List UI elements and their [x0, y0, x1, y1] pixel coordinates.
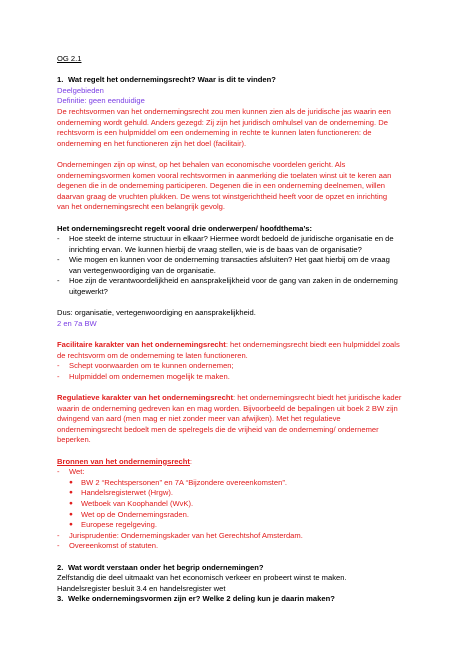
- paragraph-line: rechtsvorm is een hulpmiddel om een onderneming in rechte te kunnen laten functioneren: de: [57, 128, 372, 138]
- question-2-answer: Handelsregister besluit 3.4 en handelsregister wet: [57, 583, 226, 593]
- facilitair-bullet: [57, 361, 417, 372]
- deelgebieden-label: Deelgebieden: [57, 85, 104, 95]
- bullet-marker: -: [57, 361, 60, 371]
- paragraph-line: onderneming wordt gehuld. Anders gezegd: Zij zijn het juridisch omhulsel van de onderneming. De: [57, 117, 388, 127]
- bronnen-item-text: Jurisprudentie: Ondernemingskader van het Gerechtshof Amsterdam.: [69, 530, 303, 540]
- theme-line: uitgewerkt?: [69, 287, 108, 297]
- facilitair-bullet-text: Schept voorwaarden om te kunnen ondernemen;: [69, 361, 234, 371]
- paragraph-line: degenen die in de onderneming participeren. Degenen die in een onderneming deelnemen, willen: [57, 181, 386, 191]
- sub-bullet-marker: ●: [69, 510, 73, 518]
- regulatief-text: ondernemingsrecht bedoelt men de spelregels die de vrijheid van de onderneming/ ondernemer: [57, 424, 379, 434]
- question-1-number: 1.: [57, 75, 64, 85]
- theme-line: van vertegenwoordiging van de organisatie.: [69, 265, 216, 275]
- paragraph-winst: [57, 160, 417, 213]
- wet-item-text: Handelsregisterwet (Hrgw).: [81, 488, 173, 498]
- regulatief-label: Regulatieve karakter van het ondernemingsrecht: [57, 393, 233, 402]
- theme-item: [57, 255, 417, 276]
- paragraph-line: De rechtsvormen van het ondernemingsrecht zou men kunnen zien als de juridische jas waarin een: [57, 106, 391, 116]
- bullet-marker: -: [57, 541, 60, 551]
- wet-item-text: Wet op de Ondernemingsraden.: [81, 509, 189, 519]
- wet-item: [69, 478, 417, 489]
- bronnen-colon: :: [189, 456, 193, 466]
- bronnen-wet: [57, 467, 417, 478]
- regulatief-text: : het ondernemingsrecht biedt het juridische kader: [232, 393, 402, 402]
- theme-line: Hoe steekt de interne structuur in elkaar? Hiermee wordt bedoeld de juridische organisatie en de: [69, 234, 394, 244]
- bronnen-section: [57, 457, 417, 552]
- paragraph-line: ondernemingsvormen komen vooral rechtsvormen in aanmerking die toelaten winst uit te keren aan: [57, 170, 392, 180]
- question-2: [57, 563, 417, 574]
- bronnen-label: Bronnen van het ondernemingsrecht: [57, 456, 190, 466]
- question-2-number: 2.: [57, 562, 64, 572]
- bullet-marker: -: [57, 255, 60, 265]
- facilitair-section: [57, 340, 417, 382]
- heading-og: OG 2.1: [57, 54, 82, 63]
- regulatief-section: [57, 393, 417, 446]
- paragraph-line: onderneming en het functioneren zijn het doel (facilitair).: [57, 138, 247, 148]
- paragraph-rechtsvormen: [57, 107, 417, 149]
- question-2-answer: Zelfstandig die deel uitmaakt van het economisch verkeer en probeert winst te maken.: [57, 573, 347, 583]
- wet-item: [69, 499, 417, 510]
- bronnen-item: [57, 541, 417, 552]
- bronnen-wet-label: Wet:: [69, 467, 85, 477]
- bullet-marker: -: [57, 234, 60, 244]
- document-body: [57, 54, 417, 605]
- question-2-text: Wat wordt verstaan onder het begrip ondernemingen?: [68, 562, 264, 572]
- question-3-number: 3.: [57, 594, 64, 604]
- bronnen-item-text: Overeenkomst of statuten.: [69, 541, 159, 551]
- wet-item-text: Europese regelgeving.: [81, 520, 157, 530]
- regulatief-text: waarin de onderneming gedreven kan en mag worden. Bijvoorbeeld de bepalingen uit boek 2 BW zijn: [57, 403, 398, 413]
- wet-item: [69, 488, 417, 499]
- paragraph-line: van het ondernemingsrecht een belangrijk gevolg.: [57, 202, 226, 212]
- paragraph-line: Ondernemingen zijn op winst, op het behalen van economische voordelen gericht. Als: [57, 159, 346, 169]
- bullet-marker: -: [57, 276, 60, 286]
- bullet-marker: -: [57, 530, 60, 540]
- wet-item-text: BW 2 “Rechtspersonen” en 7A “Bijzondere overeenkomsten”.: [81, 477, 287, 487]
- facilitair-bullet-text: Hulpmiddel om ondernemen mogelijk te maken.: [69, 371, 230, 381]
- bullet-marker: -: [57, 371, 60, 381]
- sub-bullet-marker: ●: [69, 478, 73, 486]
- theme-line: Hoe zijn de verantwoordelijkheid en aansprakelijkheid voor de gang van zaken in de onderneming: [69, 276, 398, 286]
- theme-item: [57, 234, 417, 255]
- reference-line: 2 en 7a BW: [57, 318, 97, 328]
- themes-heading: Het ondernemingsrecht regelt vooral drie onderwerpen/ hoofdthema’s:: [57, 223, 312, 233]
- sub-bullet-marker: ●: [69, 521, 73, 529]
- question-3-text: Welke ondernemingsvormen zijn er? Welke 2 deling kun je daarin maken?: [68, 594, 335, 604]
- sub-bullet-marker: ●: [69, 499, 73, 507]
- bullet-marker: -: [57, 467, 60, 477]
- question-1-text: Wat regelt het ondernemingsrecht? Waar is dit te vinden?: [68, 75, 276, 85]
- wet-item: [69, 510, 417, 521]
- theme-item: [57, 276, 417, 297]
- wet-item: [69, 520, 417, 531]
- summary-line: Dus: organisatie, vertegenwoordiging en aansprakelijkheid.: [57, 308, 256, 318]
- regulatief-text: dwingend van aard (men mag er niet zonder meer van afwijken). Met het regulatieve: [57, 414, 341, 424]
- bronnen-item: [57, 531, 417, 542]
- definitie-label: Definitie: geen eenduidige: [57, 96, 145, 106]
- question-1: [57, 75, 417, 86]
- sub-bullet-marker: ●: [69, 489, 73, 497]
- theme-line: Wie mogen en kunnen voor de onderneming transacties afsluiten? Het gaat hierbij om de vraag: [69, 255, 390, 265]
- facilitair-text: : het ondernemingsrecht biedt een hulpmiddel zoals: [225, 340, 400, 350]
- facilitair-bullet: [57, 372, 417, 383]
- facilitair-text: de rechtsvorm om de onderneming te laten functioneren.: [57, 350, 248, 360]
- wet-item-text: Wetboek van Koophandel (WvK).: [81, 498, 194, 508]
- facilitair-label: Facilitaire karakter van het ondernemingsrecht: [57, 340, 226, 350]
- regulatief-text: beperken.: [57, 435, 91, 445]
- question-3: [57, 594, 417, 605]
- theme-line: inrichting ervan. We kunnen hierbij de vraag stellen, wie is de baas van de organisatie?: [69, 244, 362, 254]
- paragraph-line: daarvan graag de vruchten plukken. De wens tot winstgerichtheid heeft voor de opzet en inrichting: [57, 191, 388, 201]
